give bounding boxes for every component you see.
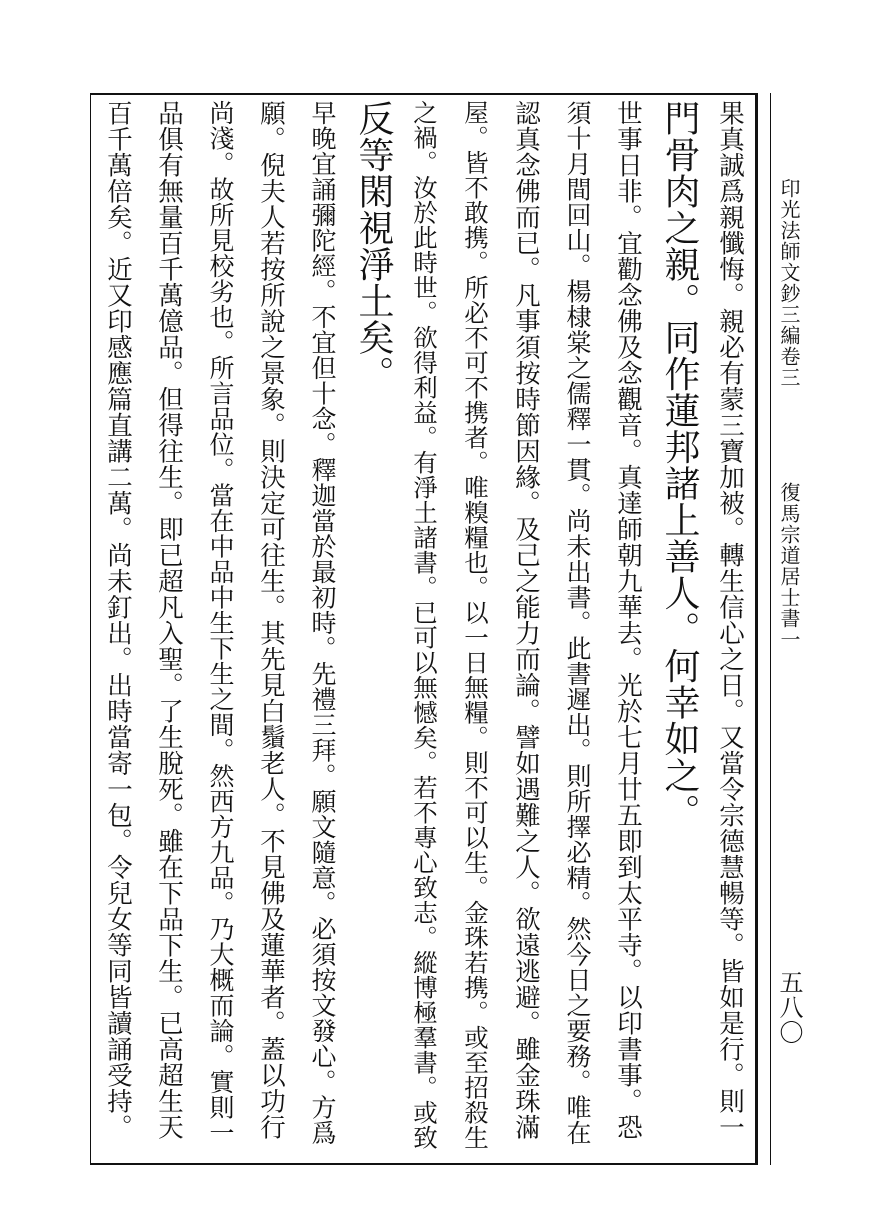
text-column: 須十月間回山。楊棣棠之儒釋一貫。尚未出書。此書遲出。則所擇必精。然今日之要務。唯在 — [563, 100, 592, 1146]
text-column: 品俱有無量百千萬億品。但得往生。即已超凡入聖。了生脫死。雖在下品下生。已高超生天 — [154, 100, 184, 1140]
text-column: 願。倪夫人若按所說之景象。則決定可往生。其先見白鬚老人。不見佛及蓮華者。蓋以功行 — [256, 100, 286, 1140]
text-column: 百千萬倍矣。近又印感應篇直講二萬。尚未釘出。出時當寄一包。令兒女等同皆讀誦受持。 — [103, 100, 133, 1140]
text-column: 認真念佛而已。凡事須按時節因緣。及己之能力而論。譬如遇難之人。欲遠逃避。雖金珠滿 — [511, 100, 541, 1140]
book-title: 印光法師文鈔三編卷三 — [777, 178, 801, 388]
text-column: 早晚宜誦彌陀經。不宜但十念。釋迦當於最初時。先禮三拜。願文隨意。必須按文發心。方爲 — [308, 100, 337, 1146]
section-title: 復馬宗道居士書一 — [777, 482, 801, 650]
text-column: 果真誠爲親懺悔。親必有蒙三寶加被。轉生信心之日。又當令宗德慧暢等。皆如是行。則一 — [715, 100, 745, 1140]
text-column: 反等閑視淨土矣。 — [353, 100, 394, 392]
header-divider — [770, 93, 771, 1165]
text-column: 之禍。汝於此時世。欲得利益。有淨土諸書。已可以無憾矣。若不專心致志。縱博極羣書。或致 — [410, 100, 439, 1150]
page-number: 五八〇 — [775, 970, 803, 1045]
text-column: 門骨肉之親。同作蓮邦諸上善人。何幸如之。 — [659, 100, 700, 830]
text-column: 尚淺。故所見校劣也。所言品位。當在中品中生下生之間。然西方九品。乃大概而論。實則一 — [206, 100, 235, 1146]
text-column: 屋。皆不敢携。所必不可不携者。唯糗糧也。以一日無糧。則不可以生。金珠若携。或至招殺生 — [461, 100, 490, 1150]
text-column: 世事日非。宜勸念佛及念觀音。真達師朝九華去。光於七月廿五即到太平寺。以印書事。恐 — [613, 100, 643, 1140]
